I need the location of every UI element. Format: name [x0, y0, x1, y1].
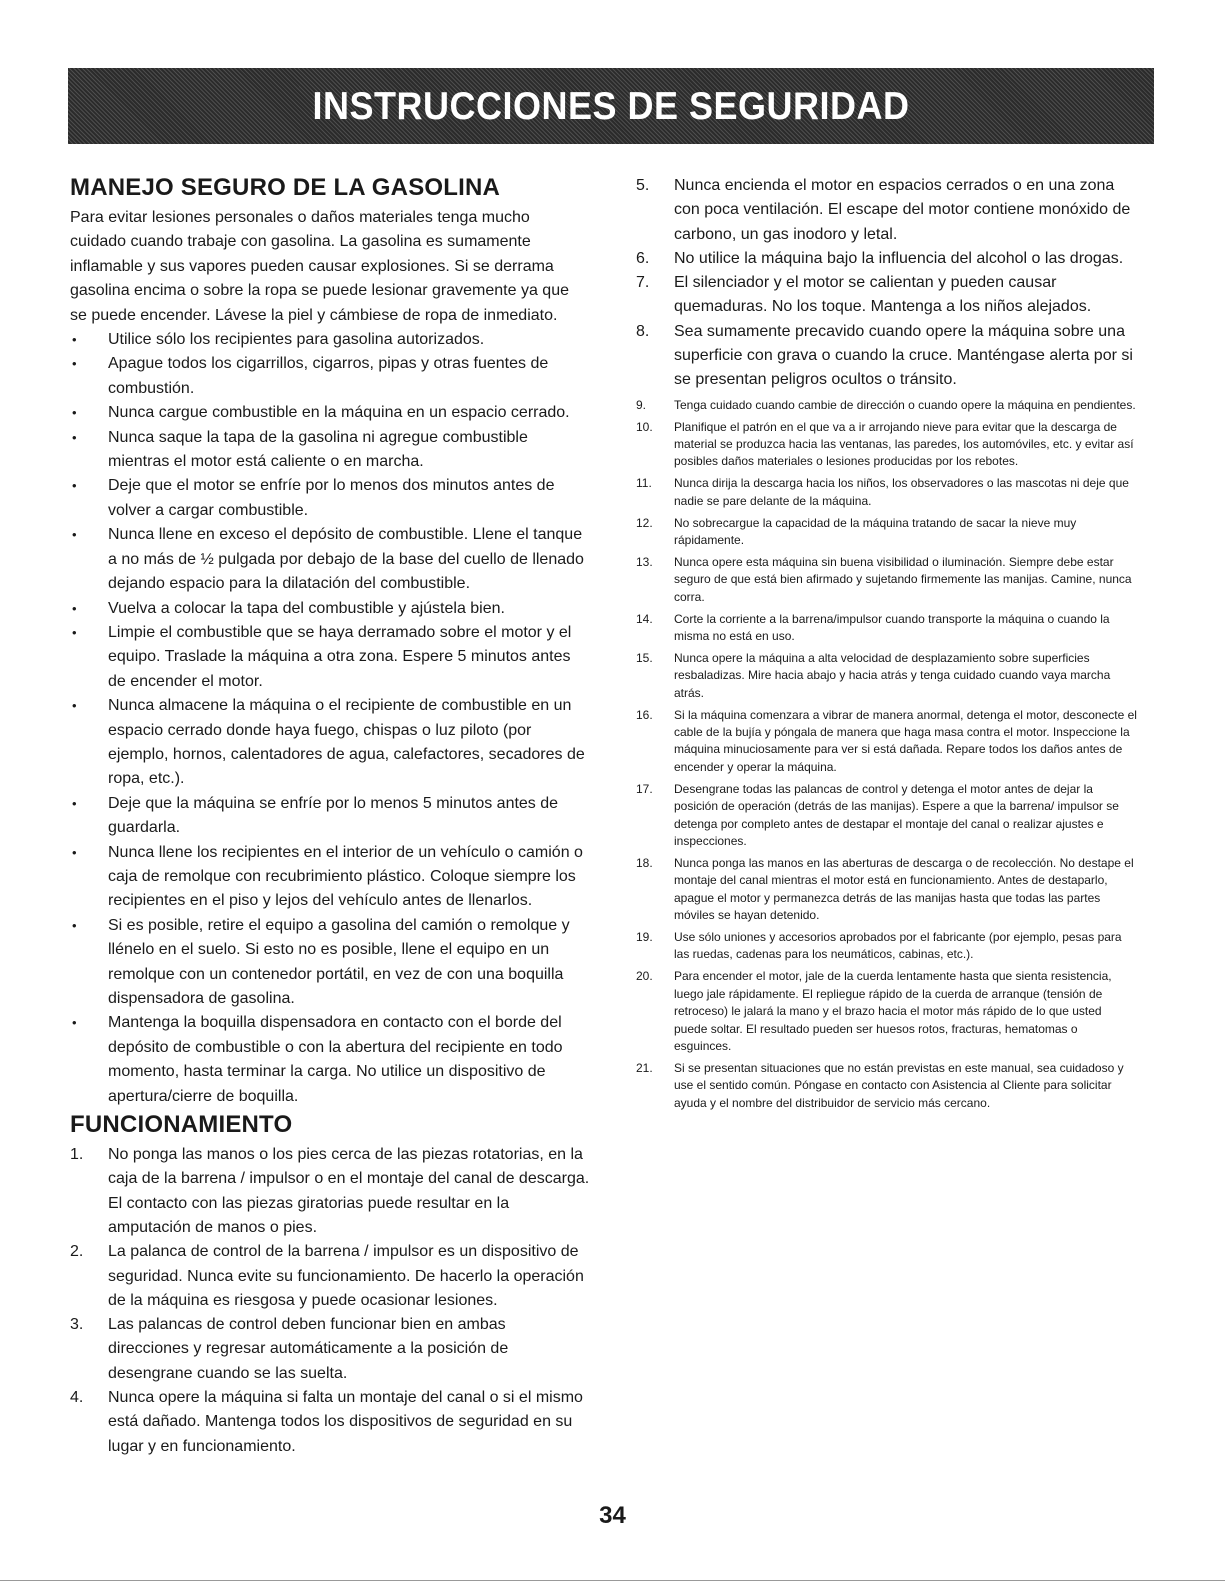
numbered-item	[70, 1143, 590, 1240]
item-number: 16.	[636, 707, 653, 722]
gasoline-bullet-item	[70, 401, 590, 425]
item-number: 18.	[636, 855, 653, 870]
bottom-rule	[0, 1580, 1225, 1581]
header-banner	[68, 68, 1154, 144]
gasoline-bullet-item	[70, 523, 590, 596]
right-column	[636, 174, 1138, 1117]
item-text: El silenciador y el motor se calientan y pueden causar quemaduras. No los toque. Mantenga a los niños alejados.	[674, 274, 1092, 316]
bullet-text: Deje que la máquina se enfríe por lo menos 5 minutos antes de guardarla.	[108, 794, 559, 837]
item-text: Nunca ponga las manos en las aberturas de descarga o de recolección. No destape el montaje del canal mientras el motor está en funcionamiento. Antes de destaparlo, apague el motor y permanezca detrás de las manijas hasta que todas las partes móviles se hayan detenido.	[674, 855, 1134, 923]
numbered-item	[636, 707, 1138, 777]
numbered-item	[636, 475, 1138, 510]
numbered-item	[636, 781, 1138, 851]
bullet-icon: •	[72, 698, 77, 714]
bullet-icon: •	[72, 844, 77, 860]
operation-list-small-print	[636, 397, 1138, 1112]
bullet-text: Limpie el combustible que se haya derramado sobre el motor y el equipo. Traslade la máquina a otra zona. Espere 5 minutos antes de encender el motor.	[108, 623, 572, 690]
operation-section-title: FUNCIONAMIENTO	[70, 1111, 293, 1139]
item-number: 21.	[636, 1060, 653, 1075]
numbered-item	[636, 968, 1138, 1055]
item-number: 3.	[70, 1316, 84, 1334]
gasoline-bullet-item	[70, 1011, 590, 1109]
numbered-item	[636, 419, 1138, 471]
numbered-item	[70, 1313, 590, 1386]
bullet-text: Mantenga la boquilla dispensadora en contacto con el borde del depósito de combustible o con la abertura del recipiente en todo momento, hasta terminar la carga. No utilice un dispositivo de apertura/cierre de boquilla.	[108, 1014, 563, 1105]
numbered-item	[636, 397, 1138, 414]
gasoline-bullet-item	[70, 621, 590, 694]
item-number: 4.	[70, 1389, 84, 1406]
item-text: Planifique el patrón en el que va a ir arrojando nieve para evitar que la descarga de material se produzca hacia las ventanas, las paredes, los automóviles, etc. y evitar así posibles daños materiales o lesiones producidas por los rebotes.	[674, 419, 1134, 469]
numbered-item	[636, 271, 1138, 320]
item-number: 8.	[636, 322, 650, 340]
numbered-item	[636, 650, 1138, 702]
item-text: La palanca de control de la barrena / impulsor es un dispositivo de seguridad. Nunca evite su funcionamiento. De hacerlo la operación de la máquina es riesgosa y puede ocasionar lesiones.	[108, 1243, 584, 1309]
gasoline-bullet-item	[70, 597, 590, 621]
item-text: Si se presentan situaciones que no están previstas en este manual, sea cuidadoso y use el sentido común. Póngase en contacto con Asistencia al Cliente para solicitar ayuda y el nombre del distribuidor de servicio más cercano.	[674, 1060, 1124, 1110]
bullet-text: Apague todos los cigarrillos, cigarros, pipas y otras fuentes de combustión.	[108, 355, 549, 397]
bullet-icon: •	[72, 1015, 77, 1031]
item-number: 7.	[636, 274, 650, 292]
gasoline-bullet-item	[70, 841, 590, 914]
bullet-icon: •	[72, 600, 77, 616]
numbered-item	[636, 247, 1138, 271]
item-number: 1.	[70, 1146, 84, 1164]
bullet-icon: •	[72, 917, 77, 933]
item-number: 2.	[70, 1243, 84, 1261]
item-number: 12.	[636, 515, 653, 530]
bullet-icon: •	[72, 527, 77, 543]
item-number: 10.	[636, 419, 653, 434]
numbered-item	[636, 554, 1138, 606]
bullet-icon: •	[72, 405, 77, 421]
numbered-item	[636, 1060, 1138, 1112]
item-text: Nunca opere la máquina a alta velocidad de desplazamiento sobre superficies resbaladizas. Mire hacia abajo y hacia atrás y tenga cuidado cuando vaya marcha atrás.	[674, 650, 1111, 700]
item-text: Si la máquina comenzara a vibrar de manera anormal, detenga el motor, desconecte el cable de la bujía y póngala de manera que haga masa contra el motor. Inspeccione la máquina minuciosamente para ver si está dañada. Repare todos los daños antes de encender y operar la máquina.	[674, 707, 1137, 774]
item-number: 5.	[636, 177, 650, 194]
item-text: Nunca opere la máquina si falta un montaje del canal o si el mismo está dañado. Mantenga todos los dispositivos de seguridad en su lugar y en funcionamiento.	[108, 1389, 583, 1455]
numbered-item	[636, 855, 1138, 925]
gasoline-bullet-item	[70, 426, 590, 475]
item-text: Corte la corriente a la barrena/impulsor cuando transporte la máquina o cuando la misma no está en uso.	[674, 611, 1110, 644]
item-text: Las palancas de control deben funcionar bien en ambas direcciones y regresar automáticamente a la posición de desengrane cuando se las suelta.	[108, 1316, 509, 1382]
gasoline-bullet-list	[70, 328, 590, 1109]
item-number: 6.	[636, 249, 650, 267]
bullet-text: Nunca llene los recipientes en el interior de un vehículo o camión o caja de remolque con recubrimiento plástico. Coloque siempre los recipientes en el piso y lejos del vehículo antes de llenarlos.	[108, 843, 583, 910]
item-number: 17.	[636, 781, 653, 796]
numbered-item	[636, 929, 1138, 964]
bullet-icon: •	[72, 356, 77, 372]
bullet-text: Utilice sólo los recipientes para gasolina autorizados.	[108, 331, 485, 349]
left-column	[70, 172, 590, 1459]
gasoline-bullet-item	[70, 792, 590, 841]
numbered-item	[636, 320, 1138, 393]
numbered-item	[636, 611, 1138, 646]
bullet-icon: •	[72, 795, 77, 811]
item-text: Nunca dirija la descarga hacia los niños, los observadores o las mascotas ni deje que nadie se pare delante de la máquina.	[674, 476, 1129, 508]
item-text: Tenga cuidado cuando cambie de dirección o cuando opere la máquina en pendientes.	[674, 397, 1136, 412]
bullet-text: Nunca cargue combustible en la máquina en un espacio cerrado.	[108, 404, 570, 422]
item-text: No utilice la máquina bajo la influencia del alcohol o las drogas.	[674, 249, 1124, 267]
bullet-icon: •	[72, 478, 77, 494]
item-text: Nunca opere esta máquina sin buena visibilidad o iluminación. Siempre debe estar seguro de que está bien afirmado y sujetando firmemente las manijas. Camine, nunca corra.	[674, 554, 1132, 604]
bullet-text: Si es posible, retire el equipo a gasolina del camión o remolque y llénelo en el suelo. Si esto no es posible, llene el equipo en un remolque con un contenedor portátil, en vez de con una boquilla dispensadora de gasolina.	[108, 916, 570, 1007]
item-text: Use sólo uniones y accesorios aprobados por el fabricante (por ejemplo, pesas para las ruedas, cadenas para los neumáticos, cabinas, etc.).	[674, 930, 1122, 962]
item-number: 11.	[636, 476, 652, 491]
numbered-item	[70, 1240, 590, 1313]
item-text: No sobrecargue la capacidad de la máquina tratando de sacar la nieve muy rápidamente.	[674, 515, 1077, 548]
gasoline-bullet-item	[70, 694, 590, 792]
bullet-text: Nunca saque la tapa de la gasolina ni agregue combustible mientras el motor está caliente o en marcha.	[108, 428, 528, 471]
gasoline-bullet-item	[70, 352, 590, 401]
bullet-text: Vuelva a colocar la tapa del combustible y ajústela bien.	[108, 599, 505, 617]
operation-list-continued	[636, 174, 1138, 393]
gasoline-intro: Para evitar lesiones personales o daños materiales tenga mucho cuidado cuando trabaje con gasolina. La gasolina es sumamente inflamable y sus vapores pueden causar explosiones. Si se derrama gasolina encima o sobre la ropa se puede lesionar gravemente ya que se puede encender. Lávese la piel y cámbiese de ropa de inmediato.	[70, 209, 569, 324]
item-text: No ponga las manos o los pies cerca de las piezas rotatorias, en la caja de la barrena / impulsor o en el montaje del canal de descarga. El contacto con las piezas giratorias puede resultar en la amputación de manos o pies.	[108, 1146, 590, 1236]
bullet-text: Deje que el motor se enfríe por lo menos dos minutos antes de volver a cargar combustible.	[108, 477, 555, 519]
item-text: Sea sumamente precavido cuando opere la máquina sobre una superficie con grava o cuando la cruce. Manténgase alerta por si se presentan peligros ocultos o tránsito.	[674, 322, 1133, 389]
numbered-item	[636, 174, 1138, 247]
item-number: 14.	[636, 611, 653, 626]
item-number: 13.	[636, 554, 653, 569]
bullet-icon: •	[72, 624, 77, 640]
operation-list	[70, 1143, 590, 1459]
bullet-text: Nunca almacene la máquina o el recipiente de combustible en un espacio cerrado donde haya fuego, chispas o luz piloto (por ejemplo, hornos, calentadores de agua, calefactores, secadores de ropa, etc.).	[108, 697, 585, 788]
item-number: 9.	[636, 397, 647, 412]
gasoline-bullet-item	[70, 474, 590, 523]
bullet-text: Nunca llene en exceso el depósito de combustible. Llene el tanque a no más de ½ pulgada por debajo de la base del cuello de llenado dejando espacio para la dilatación del combustible.	[108, 526, 584, 593]
page-number: 34	[599, 1502, 626, 1529]
numbered-item	[636, 515, 1138, 550]
item-number: 19.	[636, 930, 653, 945]
gasoline-bullet-item	[70, 328, 590, 352]
page-title: INSTRUCCIONES DE SEGURIDAD	[312, 83, 910, 128]
item-text: Desengrane todas las palancas de control y detenga el motor antes de dejar la posición de operación (detrás de las manijas). Espere a que la barrena/ impulsor se detenga por completo antes de destapar el montaje del canal o realizar ajustes e inspecciones.	[674, 781, 1119, 849]
item-number: 15.	[636, 650, 653, 665]
numbered-item	[70, 1386, 590, 1459]
bullet-icon: •	[72, 429, 77, 445]
gasoline-bullet-item	[70, 914, 590, 1012]
gasoline-section-title: MANEJO SEGURO DE LA GASOLINA	[70, 174, 501, 201]
item-text: Nunca encienda el motor en espacios cerrados o en una zona con poca ventilación. El escape del motor contiene monóxido de carbono, un gas inodoro y letal.	[674, 177, 1131, 243]
item-text: Para encender el motor, jale de la cuerda lentamente hasta que sienta resistencia, luego jale rápidamente. El repliegue rápido de la cuerda de arranque (tensión de retroceso) le jalará la mano y el brazo hacia el motor más rápido de lo que usted puede soltar. El resultado pueden ser huesos rotos, fracturas, hematomas o esguinces.	[674, 969, 1112, 1053]
bullet-icon: •	[72, 332, 77, 348]
item-number: 20.	[636, 969, 653, 984]
